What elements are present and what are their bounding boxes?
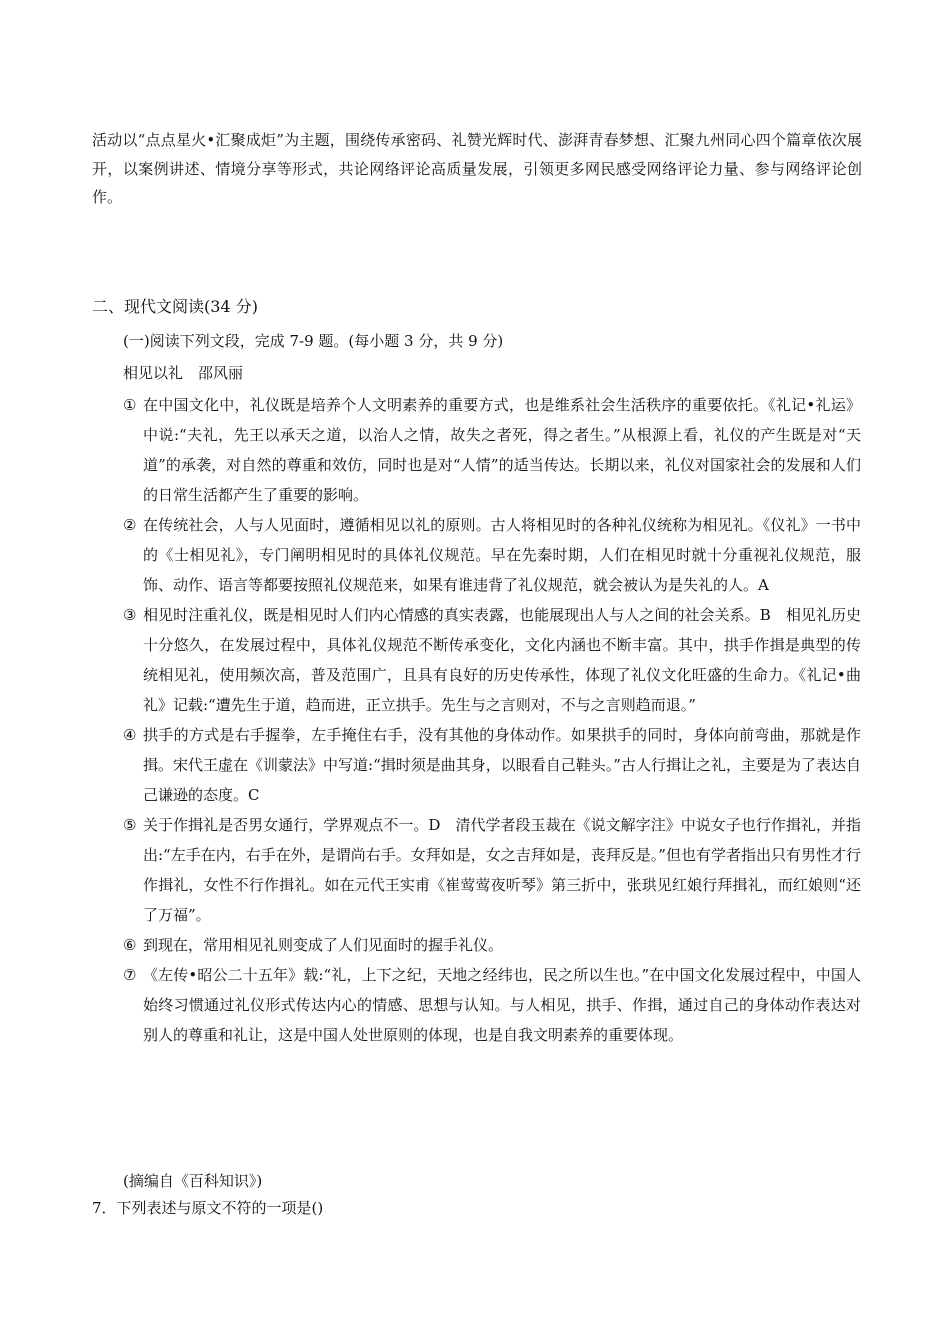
reading-instruction: (一)阅读下列文段，完成 7-9 题。(每小题 3 分，共 9 分) bbox=[123, 332, 504, 350]
paragraph-text: 在传统社会，人与人见面时，遵循相见以礼的原则。古人将相见时的各种礼仪统称为相见礼。《仪礼》一书中的《士相见礼》，专门阐明相见时的具体礼仪规范。早在先秦时期，人们在相见时就十分重视礼仪规范，服饰、动作、语言等都要按照礼仪规范来，如果有谁违背了礼仪规范，就会被认为是失礼的人。A bbox=[143, 516, 861, 594]
paragraph-number: ⑤ bbox=[123, 816, 137, 834]
article-paragraph-1 bbox=[123, 390, 861, 510]
paragraph-number: ② bbox=[123, 516, 137, 534]
paragraph-text: 在中国文化中，礼仪既是培养个人文明素养的重要方式，也是维系社会生活秩序的重要依托。《礼记•礼运》中说:“夫礼，先王以承天之道，以治人之情，故失之者死，得之者生。”从根源上看，礼仪的产生既是对“天道”的承袭，对自然的尊重和效仿，同时也是对“人情”的适当传达。长期以来，礼仪对国家社会的发展和人们的日常生活都产生了重要的影响。 bbox=[143, 396, 861, 504]
paragraph-number: ③ bbox=[123, 606, 137, 624]
article-paragraph-4 bbox=[123, 720, 861, 810]
paragraph-number: ① bbox=[123, 396, 137, 414]
intro-paragraph: 活动以“点点星火•汇聚成炬”为主题，围绕传承密码、礼赞光辉时代、澎湃青春梦想、汇聚九州同心四个篇章依次展开，以案例讲述、情境分享等形式，共论网络评论高质量发展，引领更多网民感受网络评论力量、参与网络评论创作。 bbox=[92, 131, 862, 206]
article-paragraph-3 bbox=[123, 600, 861, 720]
article-title: 相见以礼 邵风丽 bbox=[123, 364, 244, 382]
paragraph-text: 到现在，常用相见礼则变成了人们见面时的握手礼仪。 bbox=[143, 936, 504, 954]
article-paragraph-6 bbox=[123, 930, 861, 960]
paragraph-text: 《左传•昭公二十五年》载:“礼，上下之纪，天地之经纬也，民之所以生也。”在中国文化发展过程中，中国人始终习惯通过礼仪形式传达内心的情感、思想与认知。与人相见，拱手、作揖，通过自己的身体动作表达对别人的尊重和礼让，这是中国人处世原则的体现，也是自我文明素养的重要体现。 bbox=[143, 966, 861, 1044]
section-heading: 二、现代文阅读(34 分) bbox=[92, 297, 258, 316]
paragraph-text: 相见时注重礼仪，既是相见时人们内心情感的真实表露，也能展现出人与人之间的社会关系。B 相见礼历史十分悠久，在发展过程中，具体礼仪规范不断传承变化，文化内涵也不断丰富。其中，拱手作揖是典型的传统相见礼，使用频次高，普及范围广，且具有良好的历史传承性，体现了礼仪文化旺盛的生命力。《礼记•曲礼》记载:“遭先生于道，趋而进，正立拱手。先生与之言则对，不与之言则趋而退。” bbox=[143, 606, 861, 714]
article-source: (摘编自《百科知识》) bbox=[123, 1172, 263, 1190]
paragraph-text: 关于作揖礼是否男女通行，学界观点不一。D 清代学者段玉裁在《说文解字注》中说女子也行作揖礼，并指出:“左手在内，右手在外，是谓尚右手。女拜如是，女之吉拜如是，丧拜反是。”但也有学者指出只有男性才行作揖礼，女性不行作揖礼。如在元代王实甫《崔莺莺夜听琴》第三折中，张珙见红娘行拜揖礼，而红娘则“还了万福”。 bbox=[143, 816, 861, 924]
paragraph-text: 拱手的方式是右手握拳，左手掩住右手，没有其他的身体动作。如果拱手的同时，身体向前弯曲，那就是作揖。宋代王虚在《训蒙法》中写道:“揖时须是曲其身，以眼看自己鞋头。”古人行揖让之礼，主要是为了表达自己谦逊的态度。C bbox=[143, 726, 861, 804]
question-7: 7．下列表述与原文不符的一项是() bbox=[92, 1199, 324, 1217]
paragraph-number: ⑥ bbox=[123, 936, 137, 954]
article-body bbox=[123, 390, 861, 1050]
paragraph-number: ④ bbox=[123, 726, 137, 744]
article-paragraph-2 bbox=[123, 510, 861, 600]
article-paragraph-7 bbox=[123, 960, 861, 1050]
article-paragraph-5 bbox=[123, 810, 861, 930]
paragraph-number: ⑦ bbox=[123, 966, 137, 984]
